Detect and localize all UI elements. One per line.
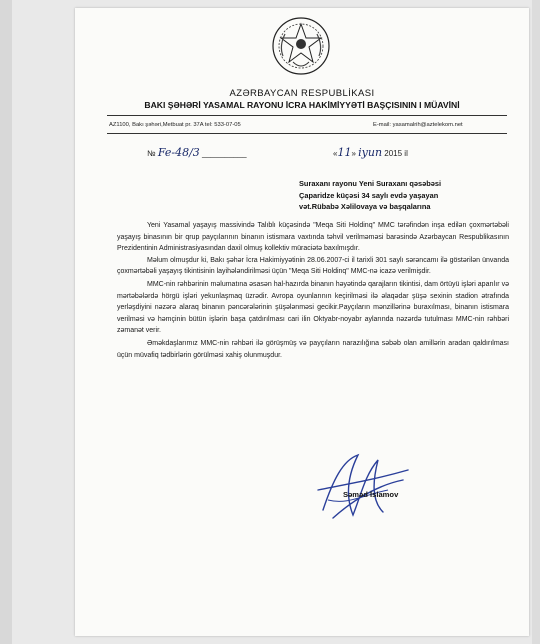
header-divider-bottom bbox=[107, 133, 507, 134]
addressee-block bbox=[299, 178, 509, 213]
date-day: 11 bbox=[337, 146, 352, 159]
addressee-line: vət.Rübabə Xəlilovaya və başqalarına bbox=[299, 202, 431, 211]
country-name: AZƏRBAYCAN RESPUBLİKASI bbox=[229, 88, 375, 99]
addressee-line: Çaparidze küçəsi 34 saylı evdə yaşayan bbox=[299, 190, 439, 200]
date-year-suffix: il bbox=[404, 149, 408, 158]
paragraph: MMC-nin rəhbərinin məlumatına əsasən hal-hazırda binanın həyətində qarajların tikintisi, dam örtüyü işləri aparılır və mərtəbələrdə hörgü işləri yekunlaşmaq üzrədir. Avropa oyunlarının keçirilməsi ilə əlaqədar şüşə sexinin stadion ətrafında yerləşdiyini nəzərə alaraq binanın pəncərələrinin şüşələnməsi gecikir.Payçıların mənzillərinə buraxılması, binanın istismara verilməsi və həmçinin bütün işlərin başa çatdırılması cari ilin Oktyabr-noyabr aylarında nəzərdə tutulması MMC-nin rəhbəri zəmanət verir. bbox=[117, 280, 509, 335]
right-edge bbox=[532, 0, 540, 644]
office-name: BAKI ŞƏHƏRİ YASAMAL RAYONU İCRA HAKİMİYYƏTİ BAŞÇISININ I MÜAVİNİ bbox=[144, 100, 460, 110]
letter-page bbox=[75, 8, 529, 636]
state-emblem-icon bbox=[271, 16, 331, 76]
paragraph: Yeni Yasamal yaşayış massivində Talıblı küçəsində "Meqa Siti Holdinq" MMC tərəfindən inşa edilən çoxmərtəbəli yaşayış binasının bir qrup payçılarının binanın istismara vaxtında təhvil verilməməsi barəsində Azərbaycan Respublikasının Prezidentinin Administrasiyasından daxil olmuş kollektiv müraciətə baxılmışdır. bbox=[117, 222, 509, 253]
letter-body bbox=[117, 220, 509, 361]
date-month: iyun bbox=[358, 146, 383, 159]
left-edge bbox=[0, 0, 12, 644]
date-year: 2015 bbox=[384, 149, 403, 158]
office-address: AZ1100, Bakı şəhəri,Metbuat pr. 37A tel: 533-07-05 bbox=[109, 122, 241, 128]
reference-date: «11» iyun 2015 il bbox=[333, 146, 408, 159]
addressee-line: Suraxanı rayonu Yeni Suraxanı qəsəbəsi bbox=[299, 179, 441, 188]
header-divider-top bbox=[107, 115, 507, 116]
signer-name: Səməd İslamov bbox=[343, 490, 399, 499]
reference-number: № Fe-48/3 __________ bbox=[147, 146, 247, 159]
paragraph: Əməkdaşlarımız MMC-nin rəhbəri ilə görüşmüş və payçıların narazılığına səbəb olan amillərin aradan qaldırılması üçün müvafiq tədbirlərin görülməsi xahiş olunmuşdur. bbox=[117, 339, 509, 359]
office-email: E-mail: yasamalrih@aztelekom.net bbox=[373, 122, 463, 128]
number-handwritten: Fe-48/3 bbox=[157, 146, 200, 159]
number-label: № bbox=[147, 149, 156, 158]
signature-icon bbox=[303, 440, 423, 530]
paragraph: Məlum olmuşdur ki, Bakı şəhər İcra Hakimiyyətinin 28.06.2007-ci il tarixli 301 saylı sərəncamı ilə göstərilən ünvanda çoxmərtəbəli yaşayış tikintisinin layihələndirilməsi üçün "Meqa Siti Holdinq" MMC-nə icazə verilmişdir. bbox=[117, 256, 509, 276]
